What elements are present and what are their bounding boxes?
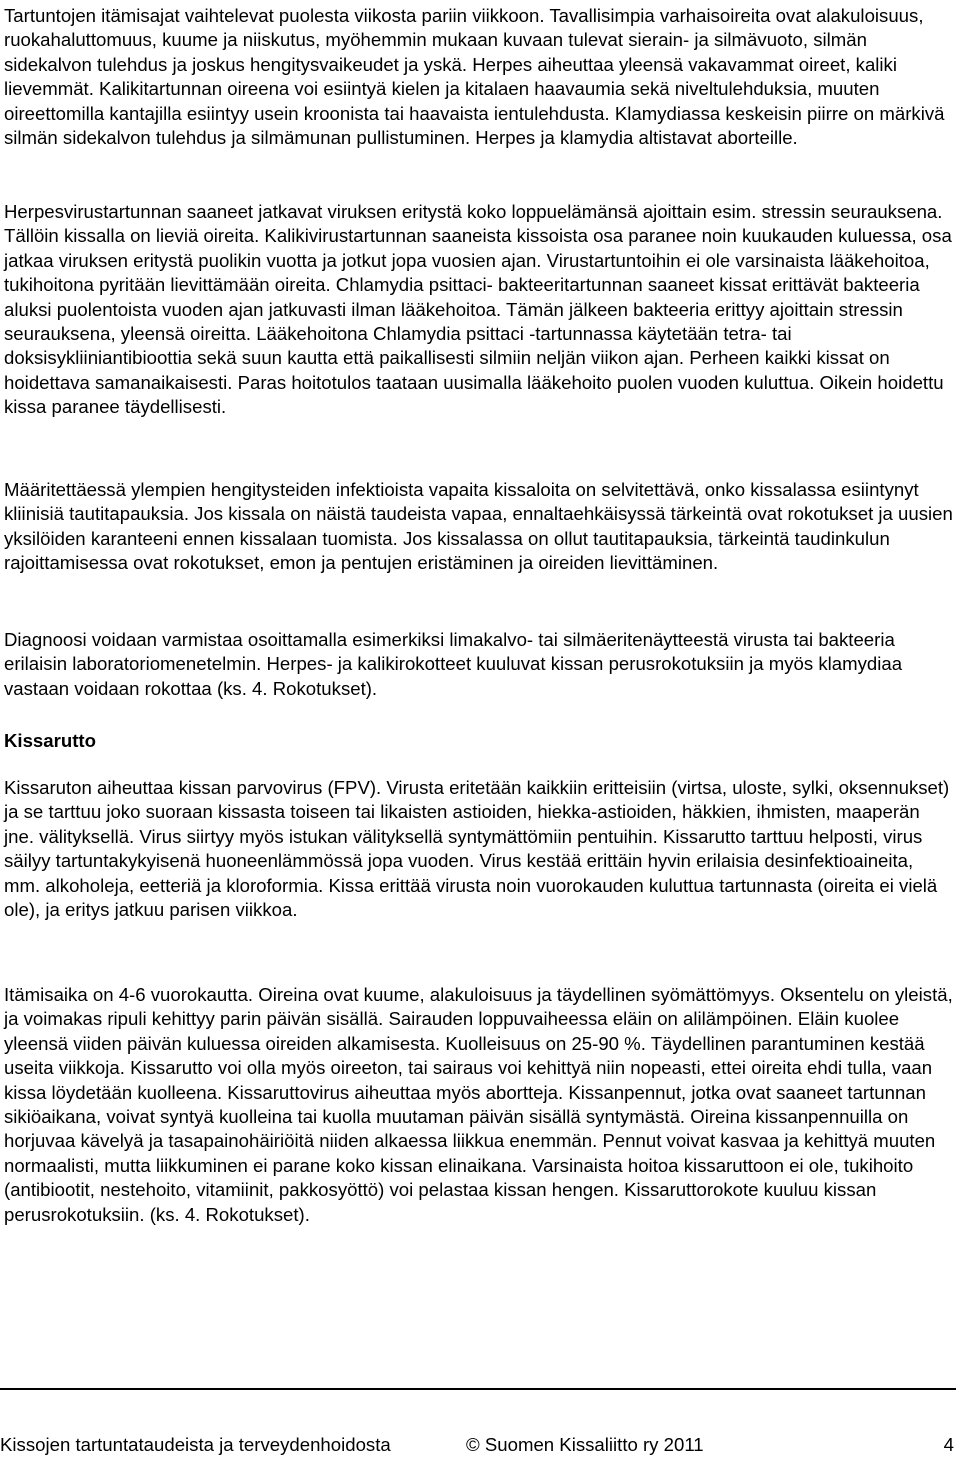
paragraph-kissarutto-symptoms: Itämisaika on 4-6 vuorokautta. Oireina ovat kuume, alakuloisuus ja täydellinen syömättömyys. Oksentelu on yleistä, ja voimakas ripuli kehittyy parin päivän sisällä. Sairauden loppuvaiheessa eläin on alilämpöinen. Eläin kuolee yleensä viiden päivän kuluessa oireiden alkamisesta. Kuolleisuus on 25-90 %. Täydellinen parantuminen kestää useita viikkoja. Kissarutto voi olla myös oireeton, tai sairaus voi kehittyä niin nopeasti, ettei oireita ehdi tulla, vaan kissa löydetään kuolleena. Kissaruttovirus aiheuttaa myös abortteja. Kissanpennut, jotka ovat saaneet tartunnan sikiöaikana, voivat syntyä kuolleina tai kuolla muutaman päivän sisällä syntymästä. Oireina kissanpennuilla on horjuvaa kävelyä ja tasapainohäiriöitä niiden alkaessa liikkua enemmän. Pennut voivat kasvaa ja kehittyä muuten normaalisti, mutta liikkuminen ei parane koko kissan elinaikana. Varsinaista hoitoa kissaruttoon ei ole, tukihoito (antibiootit, nestehoito, vitamiinit, pakkosyöttö) voi pelastaa kissan hengen. Kissaruttorokote kuuluu kissan perusrokotuksiin. (ks. 4. Rokotukset).: [4, 984, 953, 1225]
paragraph-cattery-prevention: Määritettäessä ylempien hengitysteiden infektioista vapaita kissaloita on selvitettävä, onko kissalassa esiintynyt kliinisiä tautitapauksia. Jos kissala on näistä taudeista vapaa, ennaltaehkäisyssä tärkeintä ovat rokotukset ja uusien yksilöiden karanteeni ennen kissalaan tuomista. Jos kissalassa on ollut tautitapauksia, tärkeintä taudinkulun rajoittamisessa ovat rokotukset, emon ja pentujen eristäminen ja oireiden lievittäminen.: [4, 479, 953, 574]
paragraph-incubation-symptoms: Tartuntojen itämisajat vaihtelevat puolesta viikosta pariin viikkoon. Tavallisimpia varhaisoireita ovat alakuloisuus, ruokahaluttomuus, kuume ja niiskutus, myöhemmin mukaan kuvaan tulevat sierain- ja silmävuoto, silmän sidekalvon tulehdus ja joskus hengitysvaikeudet ja yskä. Herpes aiheuttaa yleensä vakavammat oireet, kaliki lievemmät. Kalikitartunnan oireena voi esiintyä kielen ja kitalaen haavaumia sekä niveltulehduksia, muuten oireettomilla kantajilla esiintyy usein kroonista tai haavaista ientulehdusta. Klamydiassa keskeisin piirre on märkivä silmän sidekalvon tulehdus ja silmämunan pullistuminen. Herpes ja klamydia altistavat aborteille.: [4, 5, 945, 149]
paragraph-diagnosis: Diagnoosi voidaan varmistaa osoittamalla esimerkiksi limakalvo- tai silmäeritenäytteestä virusta tai bakteeria erilaisin laboratoriomenetelmin. Herpes- ja kalikirokotteet kuuluvat kissan perusrokotuksiin ja myös klamydiaa vastaan voidaan rokottaa (ks. 4. Rokotukset).: [4, 629, 903, 699]
section-heading-kissarutto: Kissarutto: [4, 730, 96, 751]
paragraph-virus-shedding-treatment: Herpesvirustartunnan saaneet jatkavat viruksen eritystä koko loppuelämänsä ajoittain esim. stressin seurauksena. Tällöin kissalla on lieviä oireita. Kalikivirustartunnan saaneista kissoista osa paranee noin kuukauden kuluessa, osa jatkaa viruksen eritystä puolikin vuotta ja jotkut jopa vuosien ajan. Virustartuntoihin ei ole varsinaista lääkehoitoa, tukihoitona pyritään lievittämään oireita. Chlamydia psittaci- bakteeritartunnan saaneet kissat erittävät bakteeria aluksi puolentoista vuoden ajan jatkuvasti ilman lääkehoitoa. Tämän jälkeen bakteeria erittyy ajoittain stressin seurauksena, yleensä oireitta. Lääkehoitona Chlamydia psittaci -tartunnassa käytetään tetra- tai doksisykliiniantibioottia sekä suun kautta että paikallisesti silmiin neljän viikon ajan. Perheen kaikki kissat on hoidettava samanaikaisesti. Paras hoitotulos taataan uusimalla lääkehoito puolen vuoden kuluttua. Oikein hoidettu kissa paranee täydellisesti.: [4, 201, 952, 418]
footer-copyright: © Suomen Kissaliitto ry 2011: [466, 1434, 704, 1455]
paragraph-kissarutto-cause: Kissaruton aiheuttaa kissan parvovirus (FPV). Virusta eritetään kaikkiin eritteisiin (virtsa, uloste, sylki, oksennukset) ja se tarttuu joko suoraan kissasta toiseen tai likaisten astioiden, hiekka-astioiden, häkkien, ihmisten, maaperän jne. välityksellä. Virus siirtyy myös istukan välityksellä syntymättömiin pentuihin. Kissarutto tarttuu helposti, virus säilyy tartuntakykyisenä huoneenlämmössä jopa vuoden. Virus kestää erittäin hyvin erilaisia desinfektioaineita, mm. alkoholeja, eetteriä ja kloroformia. Kissa erittää virusta noin vuorokauden kuluttua tartunnasta (oireita ei vielä ole), ja eritys jatkuu parisen viikkoa.: [4, 777, 950, 921]
footer-divider: [0, 1388, 956, 1390]
page-footer: [0, 1433, 956, 1457]
footer-document-title: Kissojen tartuntataudeista ja terveydenhoidosta: [0, 1434, 391, 1455]
footer-page-number: 4: [943, 1434, 954, 1455]
